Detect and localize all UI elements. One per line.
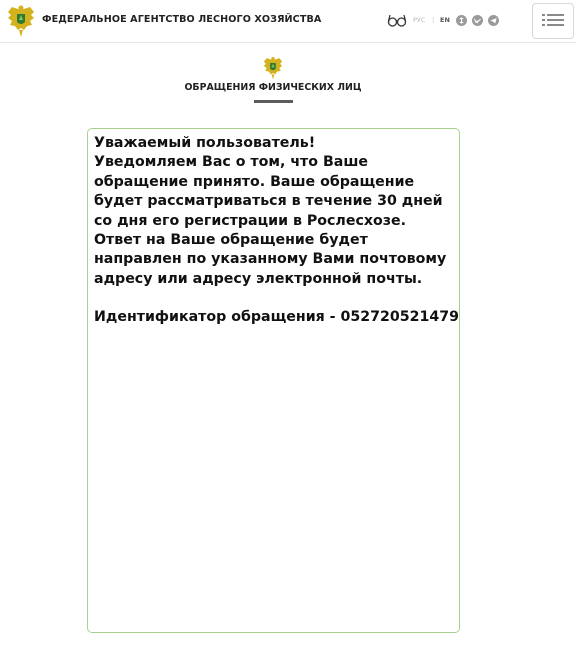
glasses-icon[interactable] [387,12,407,28]
section-emblem-icon [262,56,284,80]
page-title: ОБРАЩЕНИЯ ФИЗИЧЕСКИХ ЛИЦ [184,82,362,93]
agency-name[interactable]: ФЕДЕРАЛЬНОЕ АГЕНТСТВО ЛЕСНОГО ХОЗЯЙСТВА [42,14,322,25]
message-body: Уведомляем Вас о том, что Ваше обращение принято. Ваше обращение будет рассматриваться в течение 30 дней со дня его регистрации в Рослесхозе. Ответ на Ваше обращение будет направлен по указанному Вами почтовому адресу или адресу электронной почты. [94,154,447,287]
message-box [87,128,460,633]
menu-icon [542,12,564,30]
language-ru-link[interactable]: РУС [413,16,426,24]
site-header [0,0,576,43]
menu-button[interactable] [532,3,574,39]
language-separator: | [432,16,435,24]
message-greeting: Уважаемый пользователь! [94,135,316,151]
request-identifier: Идентификатор обращения - 052720521479 [94,309,459,326]
emblem-icon[interactable] [6,4,36,38]
vk-icon[interactable] [472,15,483,26]
telegram-icon[interactable] [488,15,499,26]
social-icon-1[interactable] [456,15,467,26]
language-en-link[interactable]: EN [440,16,450,24]
title-underline [254,100,293,103]
